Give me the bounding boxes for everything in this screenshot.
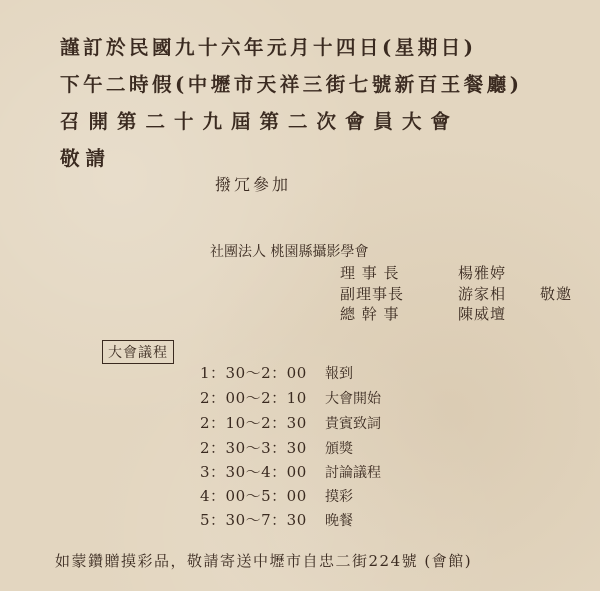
- agenda-heading: 大會議程: [102, 340, 174, 364]
- agenda-event: 頒獎: [325, 441, 353, 457]
- agenda-event: 晚餐: [325, 513, 353, 529]
- role-title: 總 幹 事: [340, 305, 400, 323]
- agenda-time: 2：30～3：30: [200, 439, 307, 457]
- role-name: 游家相: [458, 285, 507, 303]
- agenda-event: 大會開始: [325, 391, 381, 407]
- invitation-attend-line: 撥冗參加: [215, 175, 292, 194]
- agenda-time: 1：30～2：00: [200, 364, 307, 382]
- agenda-event: 貴賓致詞: [325, 416, 381, 432]
- invitation-please-line: 敬請: [60, 147, 112, 170]
- role-title: 副理事長: [340, 285, 405, 303]
- agenda-time: 2：00～2：10: [200, 389, 307, 407]
- invitation-meeting-line: 召開第二十九屆第二次會員大會: [60, 110, 460, 133]
- agenda-event: 報到: [325, 366, 353, 382]
- footer-note: 如蒙鑽贈摸彩品，敬請寄送中壢市自忠二街224號 (會館): [55, 552, 473, 570]
- role-title: 理 事 長: [340, 264, 400, 282]
- organizer-name: 社團法人 桃園縣攝影學會: [210, 244, 369, 260]
- invitation-date-line: 謹訂於民國九十六年元月十四日(星期日): [60, 36, 477, 59]
- invitation-venue-line: 下午二時假(中壢市天祥三街七號新百王餐廳): [60, 73, 523, 96]
- role-name: 陳威壇: [458, 305, 507, 323]
- closing-text: 敬邀: [540, 285, 573, 303]
- agenda-time: 2：10～2：30: [200, 414, 307, 432]
- agenda-time: 4：00～5：00: [200, 487, 307, 505]
- agenda-time: 5：30～7：30: [200, 511, 307, 529]
- agenda-time: 3：30～4：00: [200, 463, 307, 481]
- agenda-event: 摸彩: [325, 489, 353, 505]
- role-name: 楊雅婷: [458, 264, 507, 282]
- agenda-event: 討論議程: [325, 465, 381, 481]
